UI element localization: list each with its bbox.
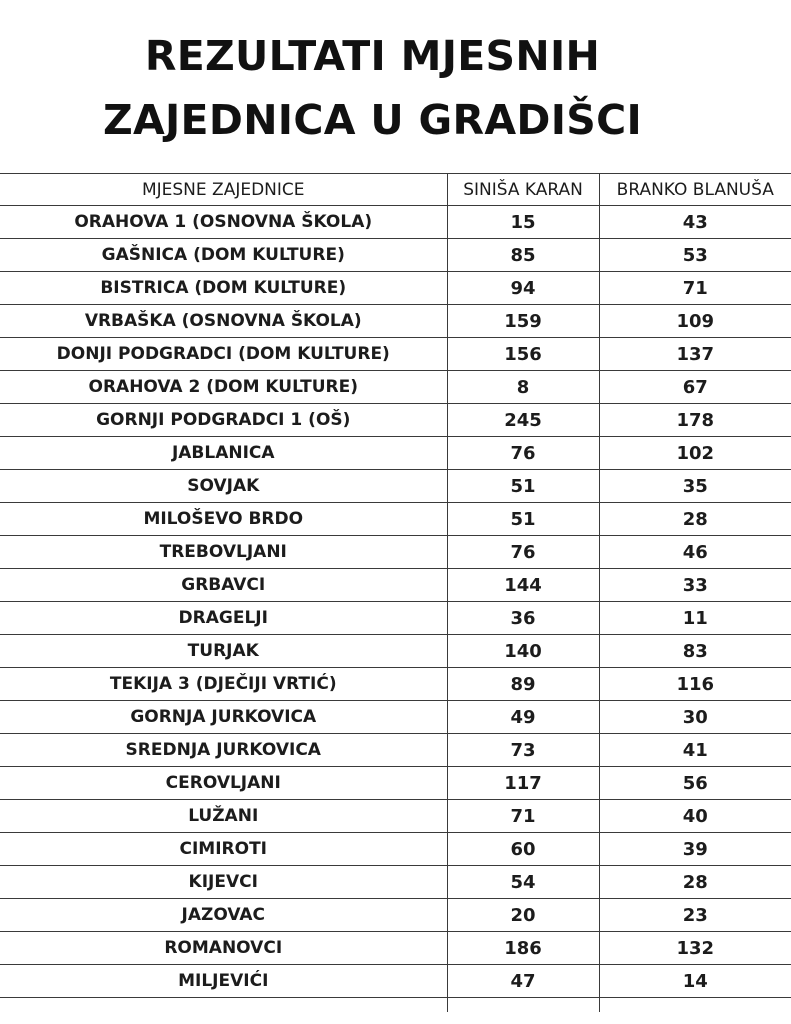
community-cell: ROMANOVCI [0,932,447,965]
blanusa-votes-cell: 43 [599,206,791,239]
karan-votes-cell: 245 [447,404,599,437]
header-candidate-karan: SINIŠA KARAN [447,174,599,206]
community-cell: TREBOVLJANI [0,536,447,569]
karan-votes-cell: 156 [447,338,599,371]
table-row [0,800,791,833]
table-row [0,503,791,536]
community-cell: GORNJI PODGRADCI 1 (OŠ) [0,404,447,437]
blanusa-votes-cell: 40 [599,800,791,833]
community-cell: LUŽANI [0,800,447,833]
community-cell: DONJI PODGRADCI (DOM KULTURE) [0,338,447,371]
karan-votes-cell: 94 [447,272,599,305]
empty-cell [0,998,447,1013]
karan-votes-cell: 51 [447,503,599,536]
community-cell: SREDNJA JURKOVICA [0,734,447,767]
table-row [0,272,791,305]
table-row [0,239,791,272]
page-title [0,24,745,152]
community-cell: JABLANICA [0,437,447,470]
blanusa-votes-cell: 14 [599,965,791,998]
header-row [0,174,791,206]
table-row [0,899,791,932]
community-cell: MILOŠEVO BRDO [0,503,447,536]
community-cell: TURJAK [0,635,447,668]
blanusa-votes-cell: 137 [599,338,791,371]
table-row-cut-off [0,998,791,1013]
table-row [0,767,791,800]
empty-cell [599,998,791,1013]
header-candidate-blanusa: BRANKO BLANUŠA [599,174,791,206]
title-line-2: ZAJEDNICA U GRADIŠCI [102,96,643,144]
community-cell: KIJEVCI [0,866,447,899]
karan-votes-cell: 60 [447,833,599,866]
blanusa-votes-cell: 11 [599,602,791,635]
community-cell: SOVJAK [0,470,447,503]
blanusa-votes-cell: 56 [599,767,791,800]
karan-votes-cell: 54 [447,866,599,899]
blanusa-votes-cell: 83 [599,635,791,668]
title-line-1: REZULTATI MJESNIH [144,32,601,80]
blanusa-votes-cell: 41 [599,734,791,767]
blanusa-votes-cell: 116 [599,668,791,701]
blanusa-votes-cell: 132 [599,932,791,965]
community-cell: DRAGELJI [0,602,447,635]
blanusa-votes-cell: 71 [599,272,791,305]
karan-votes-cell: 76 [447,536,599,569]
empty-cell [447,998,599,1013]
community-cell: MILJEVIĆI [0,965,447,998]
karan-votes-cell: 15 [447,206,599,239]
karan-votes-cell: 76 [447,437,599,470]
table-row [0,734,791,767]
table-row [0,437,791,470]
blanusa-votes-cell: 28 [599,503,791,536]
table-row [0,470,791,503]
table-row [0,569,791,602]
community-cell: GAŠNICA (DOM KULTURE) [0,239,447,272]
blanusa-votes-cell: 35 [599,470,791,503]
blanusa-votes-cell: 178 [599,404,791,437]
blanusa-votes-cell: 46 [599,536,791,569]
header-community: MJESNE ZAJEDNICE [0,174,447,206]
karan-votes-cell: 159 [447,305,599,338]
community-cell: CEROVLJANI [0,767,447,800]
community-cell: TEKIJA 3 (DJEČIJI VRTIĆ) [0,668,447,701]
blanusa-votes-cell: 33 [599,569,791,602]
blanusa-votes-cell: 53 [599,239,791,272]
table-row [0,371,791,404]
karan-votes-cell: 73 [447,734,599,767]
table-row [0,635,791,668]
blanusa-votes-cell: 102 [599,437,791,470]
blanusa-votes-cell: 39 [599,833,791,866]
community-cell: ORAHOVA 1 (OSNOVNA ŠKOLA) [0,206,447,239]
table-body [0,206,791,1013]
karan-votes-cell: 144 [447,569,599,602]
community-cell: VRBAŠKA (OSNOVNA ŠKOLA) [0,305,447,338]
blanusa-votes-cell: 23 [599,899,791,932]
karan-votes-cell: 186 [447,932,599,965]
table-row [0,338,791,371]
karan-votes-cell: 117 [447,767,599,800]
table-row [0,305,791,338]
results-table [0,173,791,1012]
community-cell: GRBAVCI [0,569,447,602]
blanusa-votes-cell: 28 [599,866,791,899]
karan-votes-cell: 71 [447,800,599,833]
table-row [0,965,791,998]
blanusa-votes-cell: 30 [599,701,791,734]
community-cell: GORNJA JURKOVICA [0,701,447,734]
community-cell: BISTRICA (DOM KULTURE) [0,272,447,305]
table-row [0,866,791,899]
karan-votes-cell: 20 [447,899,599,932]
table-row [0,206,791,239]
karan-votes-cell: 36 [447,602,599,635]
table-row [0,404,791,437]
blanusa-votes-cell: 109 [599,305,791,338]
community-cell: ORAHOVA 2 (DOM KULTURE) [0,371,447,404]
table-row [0,932,791,965]
karan-votes-cell: 85 [447,239,599,272]
karan-votes-cell: 47 [447,965,599,998]
karan-votes-cell: 49 [447,701,599,734]
karan-votes-cell: 51 [447,470,599,503]
karan-votes-cell: 89 [447,668,599,701]
community-cell: JAZOVAC [0,899,447,932]
karan-votes-cell: 140 [447,635,599,668]
table-row [0,668,791,701]
karan-votes-cell: 8 [447,371,599,404]
table-row [0,602,791,635]
table-row [0,833,791,866]
table-row [0,536,791,569]
table-row [0,701,791,734]
blanusa-votes-cell: 67 [599,371,791,404]
community-cell: CIMIROTI [0,833,447,866]
